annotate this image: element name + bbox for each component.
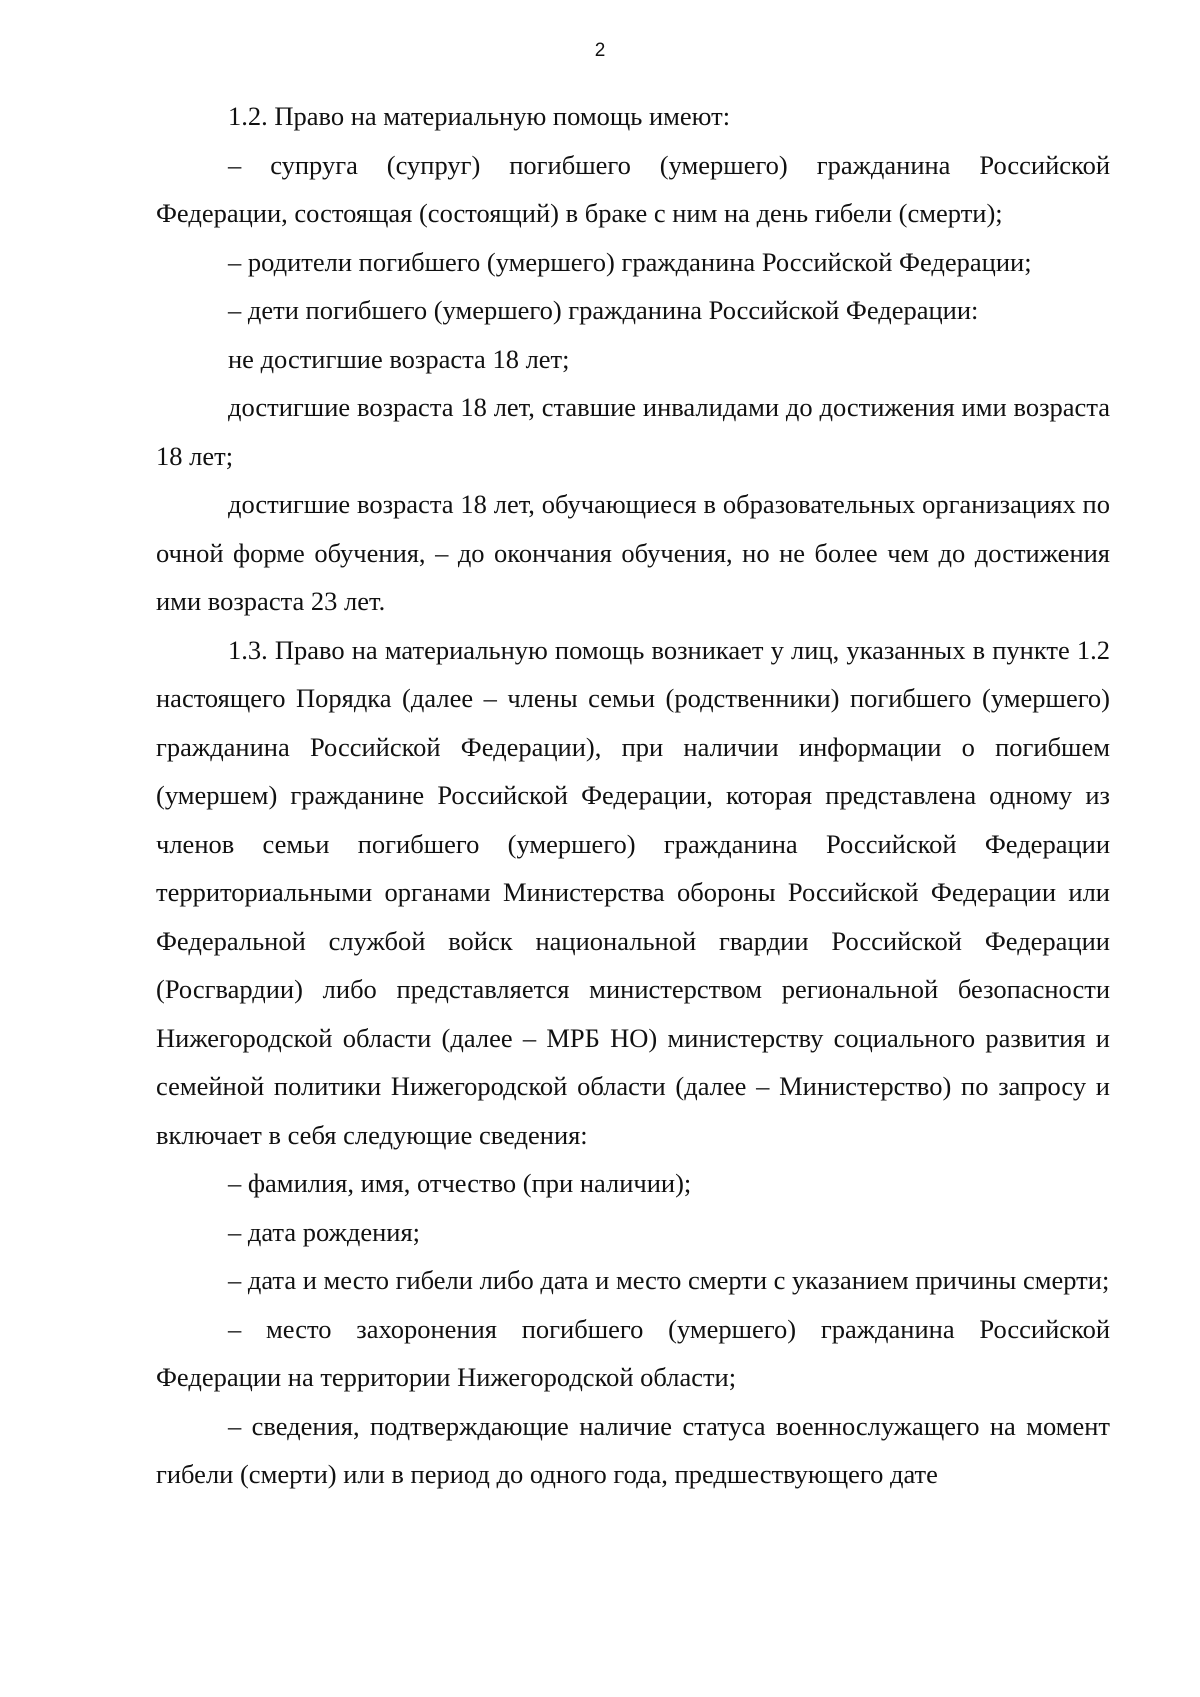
paragraph-1-2-heading: 1.2. Право на материальную помощь имеют: [228,101,731,131]
paragraph-birth-date: – дата рождения; [228,1216,421,1247]
paragraph-disabled: достигшие возраста 18 лет, ставшие инвалидами до достижения ими возраста 18 лет; [156,392,1110,471]
paragraph-full-name: – фамилия, имя, отчество (при наличии); [228,1168,692,1198]
paragraph-burial-place: – место захоронения погибшего (умершего) гражданина Российской Федерации на территории Нижегородской области; [156,1313,1110,1392]
paragraph-students: достигшие возраста 18 лет, обучающиеся в образовательных организациях по очной форме обучения, – до окончания обучения, но не более чем до достижения ими возраста 23 лет. [156,489,1110,616]
document-body [156,92,1110,1499]
page-number: 2 [594,40,606,61]
paragraph-death-date-place: – дата и место гибели либо дата и место смерти с указанием причины смерти; [228,1265,1110,1295]
paragraph-spouse: – супруга (супруг) погибшего (умершего) гражданина Российской Федерации, состоящая (состоящий) в браке с ним на день гибели (смерти); [156,149,1110,228]
paragraph-under-18: не достигшие возраста 18 лет; [228,343,570,374]
paragraph-children: – дети погибшего (умершего) гражданина Российской Федерации: [228,295,979,325]
paragraph-military-status: – сведения, подтверждающие наличие статуса военнослужащего на момент гибели (смерти) или в период до одного года, предшествующего дате [156,1410,1110,1489]
paragraph-parents: – родители погибшего (умершего) гражданина Российской Федерации; [228,246,1032,277]
paragraph-1-3: 1.3. Право на материальную помощь возникает у лиц, указанных в пункте 1.2 настоящего Порядка (далее – члены семьи (родственники) погибшего (умершего) гражданина Российской Федерации), при наличии информации о погибшем (умершем) гражданине Российской Федерации, которая представлена одному из членов семьи погибшего (умершего) гражданина Российской Федерации территориальными органами Министерства обороны Российской Федерации или Федеральной службой войск национальной гвардии Российской Федерации (Росгвардии) либо представляется министерством региональной безопасности Нижегородской области (далее – МРБ НО) министерству социального развития и семейной политики Нижегородской области (далее – Министерство) по запросу и включает в себя следующие сведения: [156,634,1110,1150]
